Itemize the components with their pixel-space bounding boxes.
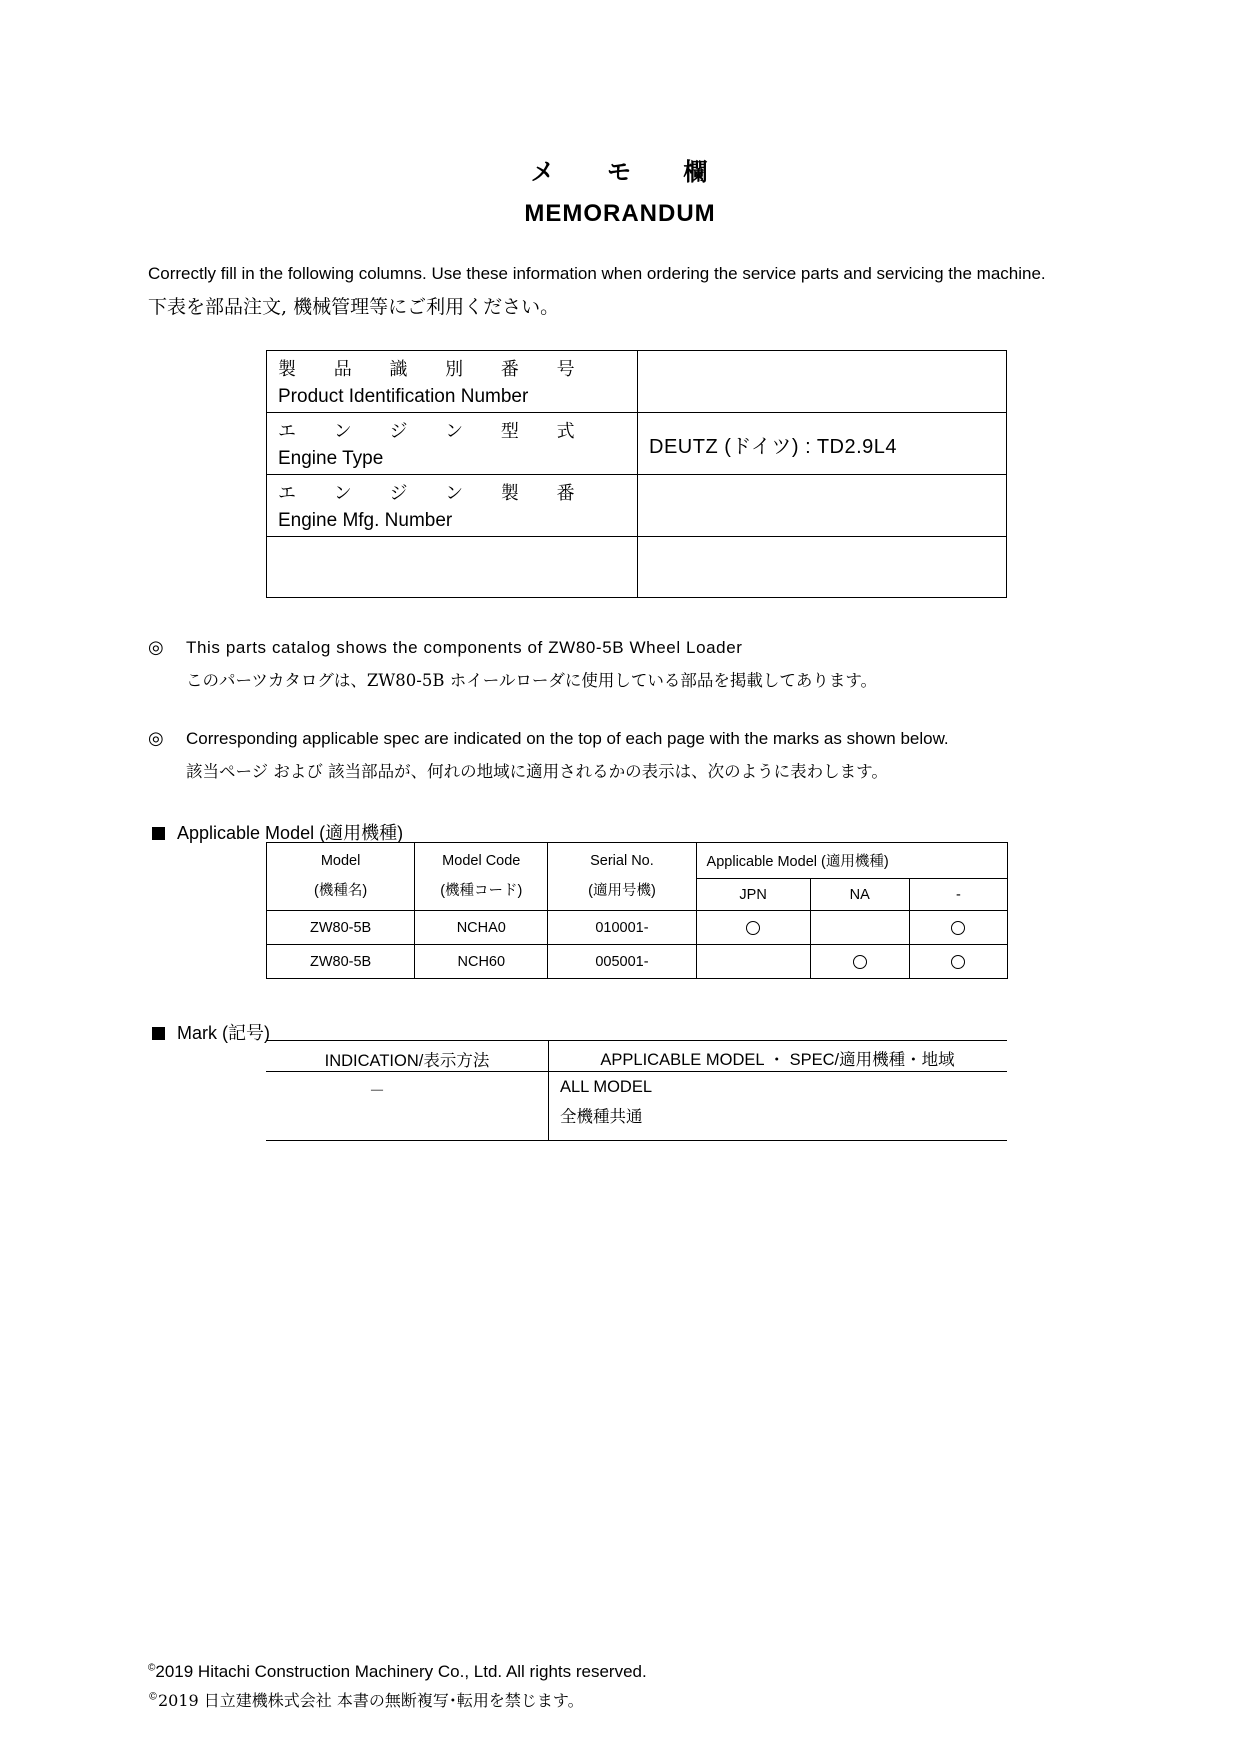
- model-code-cell: NCH60: [415, 945, 548, 979]
- copyright-symbol: ©: [148, 1691, 158, 1703]
- table-row: [267, 911, 1008, 945]
- na-cell: [810, 911, 909, 945]
- engine-type-value: DEUTZ (ドイツ) : TD2.9L4: [649, 436, 898, 458]
- product-id-label: Product Identification Number: [278, 386, 529, 407]
- model-cell: ZW80-5B: [267, 911, 415, 945]
- intro-text-japanese: 下表を部品注文, 機械管理等にご利用ください。: [148, 296, 560, 318]
- mark-header-indication: INDICATION/表示方法: [324, 1052, 490, 1070]
- engine-type-label: Engine Type: [278, 448, 384, 469]
- applicable-model-heading-text: Applicable Model (適用機種): [177, 823, 404, 843]
- mark-indication-dash: －: [368, 1083, 385, 1100]
- header-jpn: JPN: [696, 879, 810, 911]
- engine-mfg-label-jp: エ ン ジ ン 製 番: [278, 483, 591, 504]
- page-title-japanese: メ モ 欄: [530, 158, 710, 186]
- square-bullet-icon: [152, 827, 165, 840]
- applicable-circle-icon: [951, 921, 965, 935]
- header-model: Model: [267, 843, 415, 879]
- note-catalog-text-japanese: このパーツカタログは、ZW80-5B ホイールローダに使用している部品を掲載してあります。: [186, 671, 878, 690]
- applicable-circle-icon: [951, 955, 965, 969]
- header-model-code: Model Code: [415, 843, 548, 879]
- note-spec-text: Corresponding applicable spec are indicated on the top of each page with the marks as shown below.: [186, 729, 949, 748]
- note-catalog-text: This parts catalog shows the components of ZW80-5B Wheel Loader: [186, 638, 743, 657]
- intro-text: Correctly fill in the following columns. Use these information when ordering the service parts and servicing the machine.: [148, 264, 1046, 283]
- square-bullet-icon: [152, 1027, 165, 1040]
- page-title: MEMORANDUM: [524, 200, 716, 227]
- applicable-model-table: [266, 842, 1008, 979]
- engine-mfg-label: Engine Mfg. Number: [278, 510, 453, 531]
- note-bullet: ◎: [148, 728, 164, 748]
- copyright-symbol: ©: [148, 1662, 156, 1674]
- engine-type-label-jp: エ ン ジ ン 型 式: [278, 421, 591, 442]
- mark-heading: [152, 1019, 270, 1045]
- footer-copyright-japanese: [148, 1688, 584, 1711]
- dash-cell: [909, 945, 1007, 979]
- note-bullet: ◎: [148, 637, 164, 657]
- footer-copyright-text-japanese: 2019 日立建機株式会社 本書の無断複写･転用を禁じます。: [158, 1691, 584, 1710]
- header-serial-jp: (適用号機): [548, 879, 696, 911]
- identification-table: [266, 350, 1007, 598]
- dash-cell: [909, 911, 1007, 945]
- header-applicable-model: Applicable Model (適用機種): [696, 843, 1007, 879]
- engine-mfg-row: [267, 475, 1006, 537]
- jpn-cell: [696, 911, 810, 945]
- model-cell: ZW80-5B: [267, 945, 415, 979]
- serial-cell: 005001-: [548, 945, 696, 979]
- mark-table: [266, 1040, 1007, 1140]
- header-model-jp: (機種名): [267, 879, 415, 911]
- header-model-code-jp: (機種コード): [415, 879, 548, 911]
- header-dash: -: [909, 879, 1007, 911]
- engine-type-row: [267, 413, 1006, 475]
- product-id-row: [267, 351, 1006, 413]
- mark-header-applicable: APPLICABLE MODEL ・ SPEC/適用機種・地域: [600, 1051, 955, 1069]
- header-serial: Serial No.: [548, 843, 696, 879]
- product-id-label-jp: 製 品 識 別 番 号: [278, 359, 591, 380]
- header-na: NA: [810, 879, 909, 911]
- applicable-circle-icon: [746, 921, 760, 935]
- footer-copyright: [148, 1662, 647, 1682]
- blank-row: [267, 537, 1006, 599]
- mark-all-model-japanese: 全機種共通: [560, 1107, 643, 1126]
- jpn-cell: [696, 945, 810, 979]
- table-row: [267, 945, 1008, 979]
- model-code-cell: NCHA0: [415, 911, 548, 945]
- applicable-circle-icon: [853, 955, 867, 969]
- serial-cell: 010001-: [548, 911, 696, 945]
- footer-copyright-text: 2019 Hitachi Construction Machinery Co., Ltd. All rights reserved.: [155, 1662, 647, 1681]
- mark-all-model: ALL MODEL: [560, 1078, 653, 1096]
- mark-heading-text: Mark (記号): [177, 1023, 270, 1043]
- na-cell: [810, 945, 909, 979]
- note-spec-text-japanese: 該当ページ および 該当部品が、何れの地域に適用されるかの表示は、次のように表わします。: [186, 762, 888, 781]
